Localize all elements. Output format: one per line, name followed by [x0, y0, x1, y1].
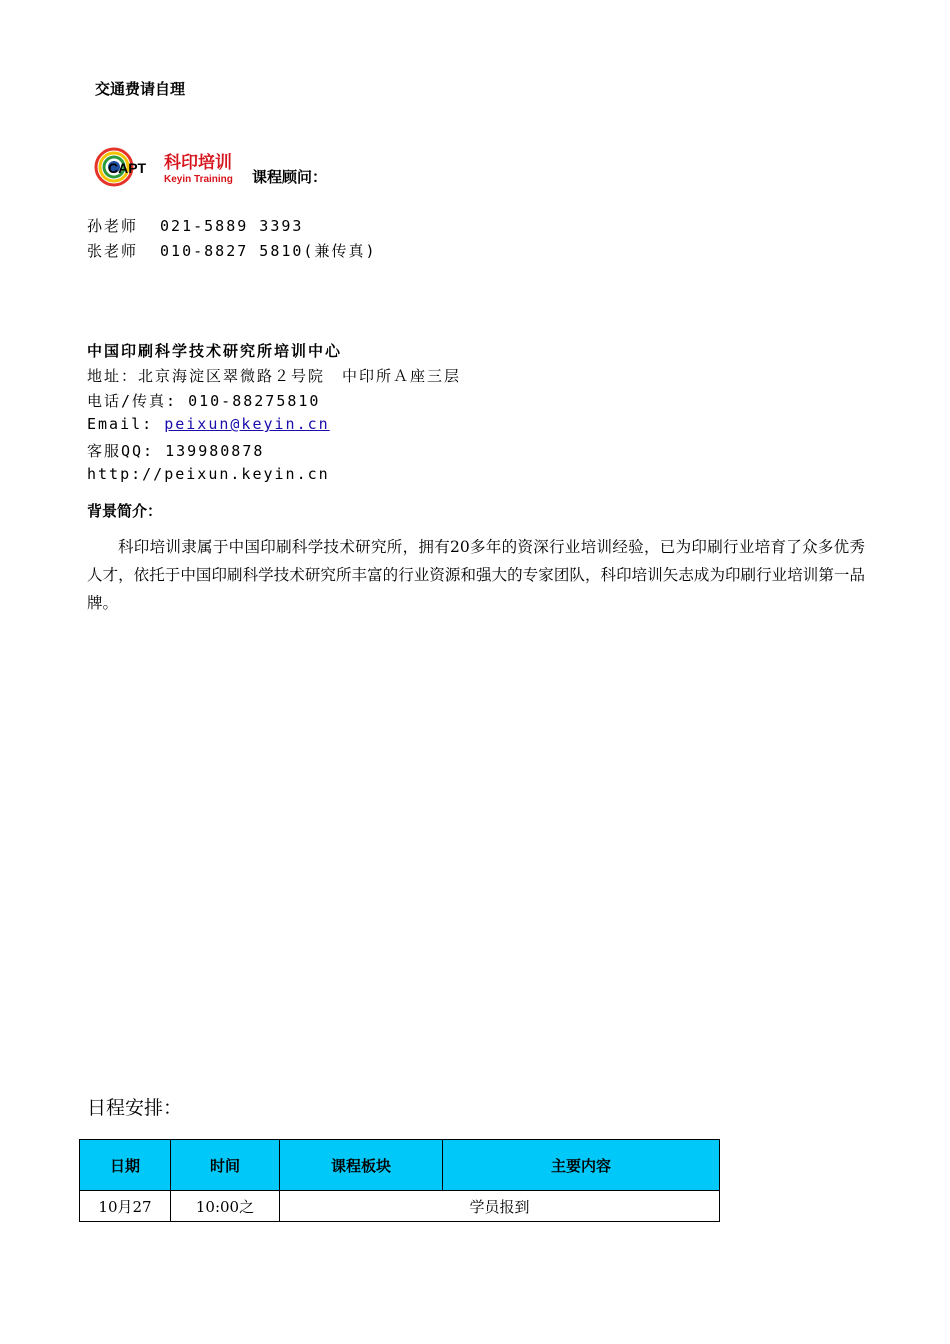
- org-address: 地址：北京海淀区翠微路２号院 中印所Ａ座三层: [87, 367, 462, 385]
- logo-cn-text: 科印培训: [164, 153, 232, 173]
- contact-name: 张老师: [87, 242, 139, 260]
- contact-row: [87, 240, 376, 261]
- advisor-label: 课程顾问：: [252, 168, 328, 186]
- header-date: 日期: [80, 1140, 171, 1191]
- contact-row: [87, 215, 303, 236]
- schedule-title: 日程安排：: [87, 1097, 183, 1119]
- org-qq: 客服QQ: 139980878: [87, 442, 265, 460]
- table-header-row: [80, 1140, 720, 1191]
- keyin-training-logo: [94, 146, 246, 188]
- email-link[interactable]: peixun@keyin.cn: [164, 415, 330, 433]
- header-time: 时间: [171, 1140, 280, 1191]
- table-row: [80, 1191, 720, 1222]
- header-module: 课程板块: [280, 1140, 443, 1191]
- contact-name: 孙老师: [87, 217, 139, 235]
- org-email-row: [87, 415, 330, 433]
- contact-phone: 010-8827 5810(兼传真): [160, 242, 377, 260]
- capt-logo-icon: [94, 146, 246, 188]
- email-label: Email:: [87, 415, 165, 433]
- org-phone: 电话/传真: 010-88275810: [87, 392, 321, 410]
- cell-time: 10:00之: [171, 1191, 280, 1222]
- schedule-table: [79, 1139, 720, 1222]
- logo-en-text: Keyin Training: [164, 174, 233, 185]
- contact-phone: 021-5889 3393: [160, 217, 304, 235]
- background-text: 科印培训隶属于中国印刷科学技术研究所，拥有20多年的资深行业培训经验，已为印刷行业培育了众多优秀人才，依托于中国印刷科学技术研究所丰富的行业资源和强大的专家团队，科印培训矢志成为印刷行业培训第一品牌。: [87, 538, 865, 612]
- header-content: 主要内容: [443, 1140, 720, 1191]
- org-website: http://peixun.keyin.cn: [87, 465, 330, 483]
- cell-date: 10月27: [80, 1191, 171, 1222]
- cell-content: 学员报到: [280, 1191, 720, 1222]
- transport-note: 交通费请自理: [95, 80, 186, 98]
- logo-capt-text: CAPT: [108, 160, 147, 176]
- org-name: 中国印刷科学技术研究所培训中心: [87, 342, 343, 360]
- background-title: 背景简介：: [87, 502, 163, 520]
